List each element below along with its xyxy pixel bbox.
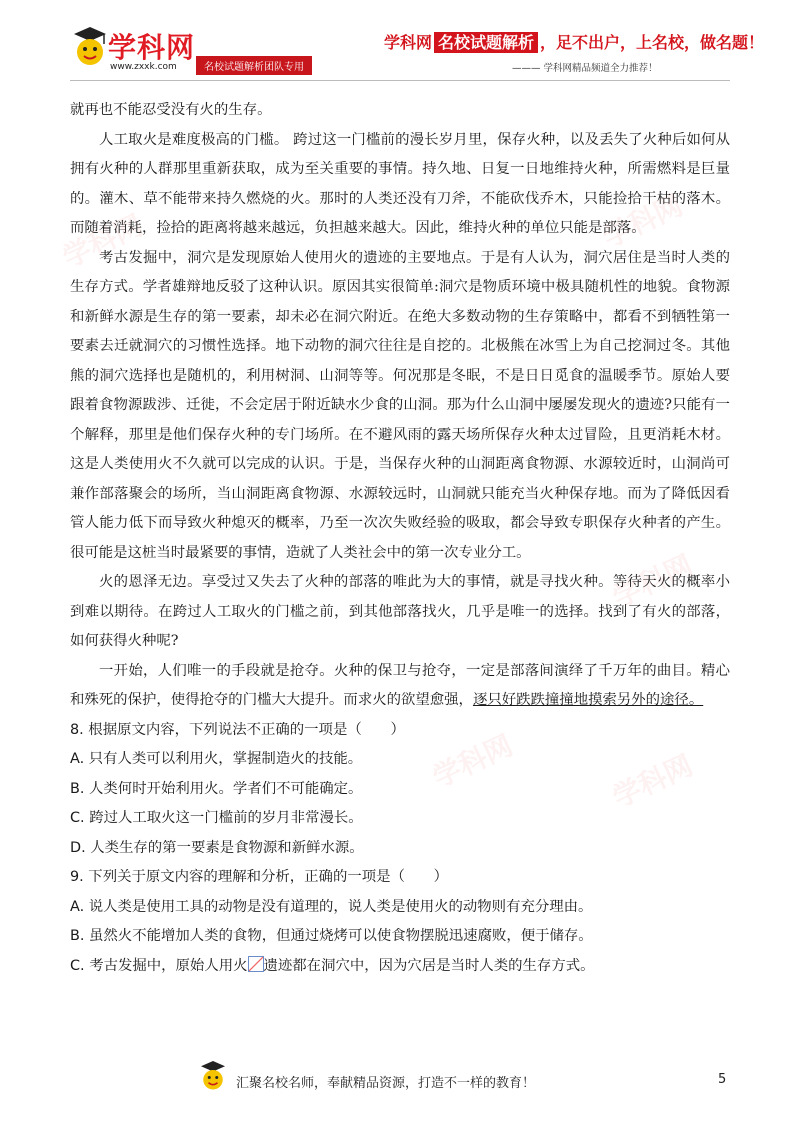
header-slogan bbox=[384, 30, 764, 53]
option-c-before: C. 考古发掘中，原始人用火 bbox=[70, 957, 248, 974]
mascot-footer-icon bbox=[198, 1058, 228, 1094]
option-c bbox=[70, 952, 730, 982]
slogan-suffix: ，足不出户，上名校，做名题！ bbox=[540, 33, 765, 52]
option-c: C. 跨过人工取火这一门槛前的岁月非常漫长。 bbox=[70, 810, 363, 826]
question-8 bbox=[70, 716, 730, 864]
watermark: 学科网 bbox=[427, 728, 518, 795]
question-9 bbox=[70, 863, 730, 981]
team-badge: 名校试题解析团队专用 bbox=[196, 56, 312, 75]
option-d: D. 人类生存的第一要素是食物源和新鲜水源。 bbox=[70, 839, 364, 856]
logo-url: www.zxxk.com bbox=[110, 62, 177, 72]
page-number: 5 bbox=[718, 1072, 727, 1087]
paragraph: 人工取火是难度极高的门槛。 跨过这一门槛前的漫长岁月里，保存火种，以及丢失了火种后如何从拥有火种的人群那里重新获取，成为至关重要的事情。持久地、日复一日地维持火种，所需燃料是巨量的。灌木、草不能带来持久燃烧的火。那时的人类还没有刀斧，不能砍伐乔木，只能捡拾干枯的落木。而随着消耗，捡拾的距离将越来越远，负担越来越大。因此，维持火种的单位只能是部落。 bbox=[70, 131, 730, 236]
option-a: A. 只有人类可以利用火，掌握制造火的技能。 bbox=[70, 751, 363, 767]
watermark: 学科网 bbox=[607, 748, 698, 815]
paragraph: 火的恩泽无边。享受过又失去了火种的部落的唯此为大的事情，就是寻找火种。等待天火的概率小到难以期待。在跨过人工取火的门槛之前，到其他部落找火，几乎是唯一的选择。找到了有火的部落，如何获得火种呢? bbox=[70, 574, 730, 649]
embedded-image-icon bbox=[248, 956, 264, 972]
slogan-prefix: 学科网 bbox=[384, 33, 433, 52]
watermark: 学科网 bbox=[607, 548, 698, 615]
option-b: B. 人类何时开始利用火。学者们不可能确定。 bbox=[70, 780, 363, 797]
mascot-logo-icon bbox=[70, 24, 110, 70]
paragraph: 就再也不能忍受没有火的生存。 bbox=[70, 102, 272, 118]
question-stem: 8. 根据原文内容，下列说法不正确的一项是（ ） bbox=[70, 721, 405, 738]
article-body bbox=[70, 96, 730, 981]
header-subslogan: ——— 学科网精品频道全力推荐！ bbox=[512, 63, 658, 74]
watermark: 学科网 bbox=[597, 188, 688, 255]
watermark: 学科网 bbox=[57, 208, 148, 275]
paragraph-text: 一开始，人们唯一的手段就是抢夺。火种的保卫与抢夺，一定是部落间演绎了千万年的曲目。精心和殊死的保护，使得抢夺的门槛大大提升。而求火的欲望愈强， bbox=[70, 662, 730, 708]
question-stem: 9. 下列关于原文内容的理解和分析，正确的一项是（ ） bbox=[70, 869, 449, 885]
option-b: B. 虽然火不能增加人类的食物，但通过烧烤可以使食物摆脱迅速腐败，便于储存。 bbox=[70, 928, 593, 944]
paragraph: 考古发掘中，洞穴是发现原始人使用火的遗迹的主要地点。于是有人认为，洞穴居住是当时人类的生存方式。学者雄辩地反驳了这种认识。原因其实很简单:洞穴是物质环境中极具随机性的地貌。食物源和新鲜水源是生存的第一要素，却未必在洞穴附近。在绝大多数动物的生存策略中，都看不到牺牲第一要素去迁就洞穴的习惯性选择。地下动物的洞穴往往是自挖的。北极熊在冰雪上为自己挖洞过冬。其他熊的洞穴选择也是随机的，利用树洞、山洞等等。何况那是冬眠，不是日日觅食的温暖季节。原始人要跟着食物源跋涉、迁徙，不会定居于附近缺水少食的山洞。那为什么山洞中屡屡发现火的遗迹?只能有一个解释，那里是他们保存火种的专门场所。在不避风雨的露天场所保存火种太过冒险，且更消耗木材。这是人类使用火不久就可以完成的认识。于是，当保存火种的山洞距离食物源、水源较近时，山洞尚可兼作部落聚会的场所，当山洞距离食物源、水源较远时，山洞就只能充当火种保存地。而为了降低因看管人能力低下而导致火种熄灭的概率，乃至一次次失败经验的吸取，都会导致专职保存火种者的产生。很可能是这桩当时最紧要的事情，造就了人类社会中的第一次专业分工。 bbox=[70, 249, 730, 561]
underlined-sentence: 逐只好跌跌撞撞地摸索另外的途径。 bbox=[472, 692, 704, 708]
option-c-after: 遗迹都在洞穴中，因为穴居是当时人类的生存方式。 bbox=[263, 957, 595, 974]
slogan-boxed: 名校试题解析 bbox=[434, 32, 538, 53]
option-a: A. 说人类是使用工具的动物是没有道理的，说人类是使用火的动物则有充分理由。 bbox=[70, 898, 593, 915]
paragraph bbox=[70, 657, 730, 716]
footer-slogan: 汇聚名校名师，奉献精品资源，打造不一样的教育！ bbox=[236, 1076, 536, 1091]
logo-text: 学科网 bbox=[108, 31, 196, 64]
header-divider bbox=[70, 80, 730, 81]
page-header bbox=[0, 0, 800, 90]
